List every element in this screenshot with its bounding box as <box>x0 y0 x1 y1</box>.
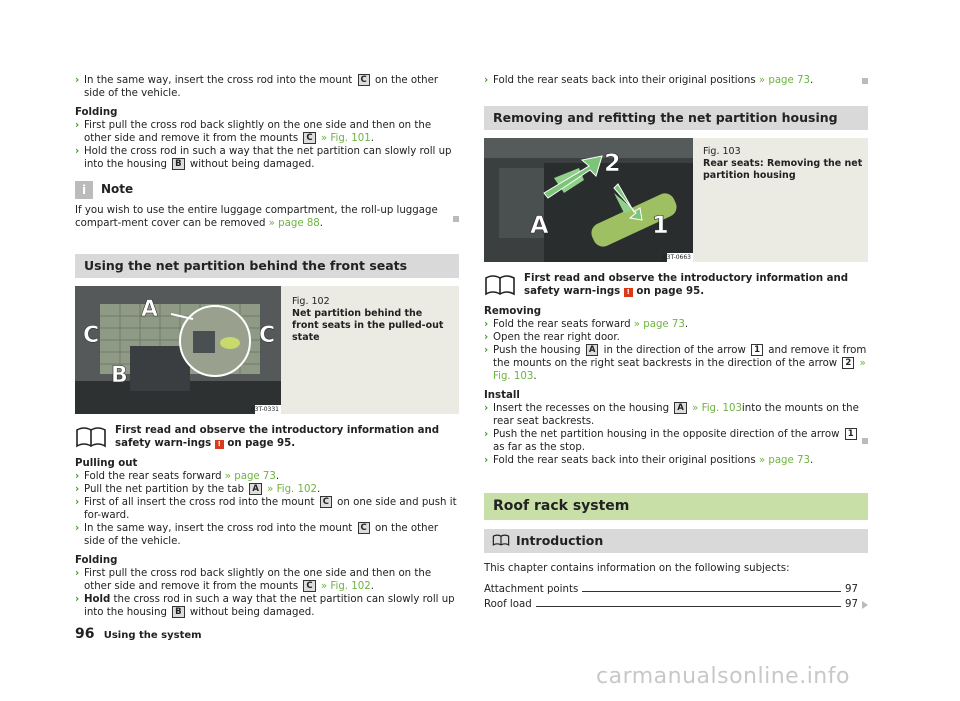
svg-text:2: 2 <box>604 149 621 177</box>
figure-caption-text: Rear seats: Removing the net partition housing <box>703 158 863 181</box>
chevron-right-icon: › <box>75 497 80 508</box>
step: › Fold the rear seats forward » page 73. <box>484 319 689 330</box>
footer-section: Using the system <box>103 630 202 641</box>
intro-notice: First read and observe the introductory information and safety warn-ings ! on page 95. <box>484 272 868 298</box>
step: › Hold the cross rod in such a way that the net partition can slowly roll up into the housing B without being damaged. <box>75 146 452 170</box>
book-icon <box>484 274 516 296</box>
step: › In the same way, insert the cross rod into the mount C on the other side of the vehicle. <box>75 523 439 547</box>
figure-code: B3T-0663 <box>662 254 691 261</box>
svg-text:A: A <box>141 297 159 322</box>
figure-label: Fig. 102 <box>292 296 330 307</box>
figure-link[interactable]: » Fig. 103 <box>493 358 866 382</box>
subheading-folding: Folding <box>75 107 118 118</box>
watermark: carmanualsonline.info <box>596 664 850 689</box>
figure-image <box>75 286 281 414</box>
chevron-right-icon: › <box>75 471 80 482</box>
step: › Open the rear right door. <box>484 332 620 343</box>
left-column <box>75 74 459 619</box>
svg-text:A: A <box>530 211 549 239</box>
right-column <box>484 74 868 613</box>
subheading-removing: Removing <box>484 306 542 317</box>
end-marker <box>862 438 868 444</box>
step: › Insert the recesses on the housing A » Fig. 103into the mounts on the rear seat backrests. <box>484 403 859 427</box>
toc-row[interactable] <box>484 598 868 613</box>
figure-label: Fig. 103 <box>703 146 741 157</box>
figure-link[interactable]: » Fig. 101 <box>317 133 371 144</box>
end-marker <box>453 216 459 222</box>
section-title: Using the net partition behind the front seats <box>75 254 459 278</box>
info-icon: i <box>75 181 93 199</box>
page-link[interactable]: » page 88 <box>268 218 320 229</box>
page-link[interactable]: » page 73 <box>633 319 685 330</box>
end-marker <box>862 78 868 84</box>
chevron-right-icon: › <box>75 568 80 579</box>
toc-page: 97 <box>841 598 858 611</box>
chevron-right-icon: › <box>75 75 80 86</box>
chevron-right-icon: › <box>75 523 80 534</box>
subheading-install: Install <box>484 390 520 401</box>
warning-icon: ! <box>215 440 224 449</box>
step: › First of all insert the cross rod into the mount C on one side and push it for-ward. <box>75 497 457 521</box>
figure-code: B3T-0331 <box>250 406 279 413</box>
figure-caption-text: Net partition behind the front seats in the pulled-out state <box>292 308 444 343</box>
svg-text:B: B <box>111 363 128 388</box>
figure-link[interactable]: » Fig. 102 <box>317 581 371 592</box>
step: › Fold the rear seats forward » page 73. <box>75 471 280 482</box>
figure-link[interactable]: » Fig. 102 <box>263 484 317 495</box>
chapter-title: Roof rack system <box>484 493 868 520</box>
chevron-right-icon: › <box>75 146 80 157</box>
step: › First pull the cross rod back slightly on the one side and then on the other side and remove it from the mounts C » Fig. 102. <box>75 568 432 592</box>
chevron-right-icon: › <box>484 332 489 343</box>
section-title: Removing and refitting the net partition housing <box>484 106 868 130</box>
page-footer <box>75 628 202 642</box>
figure-103 <box>484 138 868 262</box>
step: › Push the net partition housing in the opposite direction of the arrow 1 as far as the stop. <box>484 428 868 454</box>
chapter-intro-text: This chapter contains information on the following subjects: <box>484 563 790 574</box>
chevron-right-icon: › <box>484 403 489 414</box>
step: › Fold the rear seats back into their original positions » page 73. <box>484 75 814 86</box>
continue-arrow-icon <box>862 601 868 609</box>
page-link[interactable]: » page 73 <box>758 455 810 466</box>
figure-link[interactable]: » Fig. 103 <box>688 403 742 414</box>
step: › First pull the cross rod back slightly on the one side and then on the other side and remove it from the mounts C » Fig. 101. <box>75 120 432 144</box>
step: › In the same way, insert the cross rod into the mount C on the other side of the vehicle. <box>75 75 439 99</box>
chevron-right-icon: › <box>484 319 489 330</box>
step: › Fold the rear seats back into their original positions » page 73. <box>484 455 814 466</box>
chevron-right-icon: › <box>484 429 489 440</box>
note-box <box>75 181 459 230</box>
page-link[interactable]: » page 73 <box>224 471 276 482</box>
note-title: Note <box>101 182 134 196</box>
svg-text:C: C <box>83 323 100 348</box>
chevron-right-icon: › <box>484 345 489 356</box>
page-link[interactable]: » page 73 <box>758 75 810 86</box>
toc-label: Roof load <box>484 598 536 611</box>
toc-page: 97 <box>841 583 858 596</box>
step: › Push the housing A in the direction of the arrow 1 and remove it from the mounts on the right seat backrests in the direction of the arrow 2 » Fig. 103. <box>484 345 867 382</box>
intro-heading: Introduction <box>516 533 604 548</box>
svg-text:C: C <box>259 323 276 348</box>
figure-image <box>484 138 693 262</box>
intro-heading-bar <box>484 529 868 553</box>
chevron-right-icon: › <box>484 455 489 466</box>
figure-caption <box>292 296 452 344</box>
book-icon <box>492 534 510 546</box>
chevron-right-icon: › <box>75 484 80 495</box>
figure-102 <box>75 286 459 414</box>
intro-notice: First read and observe the introductory information and safety warn-ings ! on page 95. <box>75 424 459 450</box>
subheading-folding: Folding <box>75 555 118 566</box>
subheading-pulling-out: Pulling out <box>75 458 138 469</box>
chevron-right-icon: › <box>75 594 80 605</box>
warning-icon: ! <box>624 288 633 297</box>
book-icon <box>75 426 107 448</box>
step: › Pull the net partition by the tab A » Fig. 102. <box>75 484 321 495</box>
toc-label: Attachment points <box>484 583 582 596</box>
svg-text:1: 1 <box>652 211 669 239</box>
toc-row[interactable] <box>484 583 868 598</box>
table-of-contents <box>484 583 868 613</box>
page-number: 96 <box>75 626 95 642</box>
step: › Hold the cross rod in such a way that the net partition can slowly roll up into the housing B without being damaged. <box>75 594 455 618</box>
chevron-right-icon: › <box>484 75 489 86</box>
note-text: If you wish to use the entire luggage compartment, the roll-up luggage compart-ment cover can be removed » page 88. <box>75 205 438 229</box>
figure-caption <box>703 146 863 182</box>
chevron-right-icon: › <box>75 120 80 131</box>
